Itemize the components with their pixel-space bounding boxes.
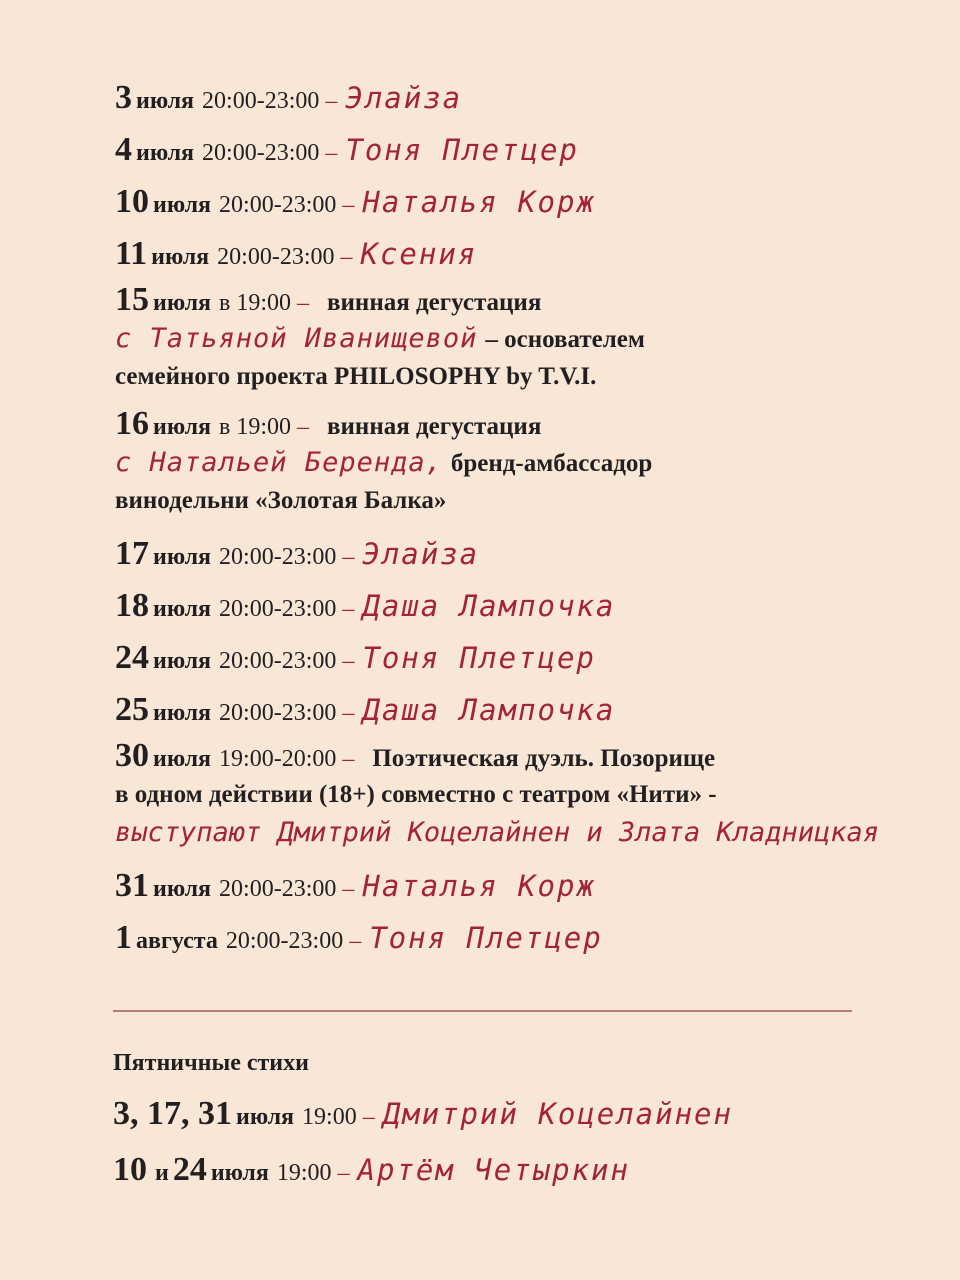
entry-performer: Дмитрий Коцелайнен: [382, 1097, 733, 1131]
entry-dash: –: [340, 244, 353, 270]
entry-performer: Тоня Плетцер: [345, 133, 579, 167]
entry-performer: Даша Лампочка: [362, 693, 616, 727]
entry-day: 16: [115, 405, 149, 442]
schedule-entry-tasting: [115, 280, 855, 396]
entry-month: июля: [136, 140, 195, 166]
schedule-entry: [115, 528, 855, 580]
entry-month: июля: [236, 1104, 295, 1130]
section-divider: [113, 1010, 852, 1012]
schedule-entry: [115, 580, 855, 632]
entry-day: 11: [115, 235, 148, 272]
entry-description-line: винодельни «Золотая Балка»: [115, 487, 447, 514]
entry-time: 20:00-23:00: [219, 648, 337, 674]
entry-performer: Даша Лампочка: [362, 589, 616, 623]
entry-performer: с Натальей Беренда,: [115, 447, 443, 478]
schedule-entry-tasting: [115, 404, 855, 520]
entry-month: июля: [153, 700, 212, 726]
entry-month: июля: [153, 876, 212, 902]
entry-time: 20:00-23:00: [202, 140, 320, 166]
entry-day: 25: [115, 691, 149, 728]
entry-day: 17: [115, 535, 149, 572]
entry-description-line: семейного проекта PHILOSOPHY by T.V.I.: [115, 363, 597, 390]
entry-event: винная дегустация: [327, 413, 542, 440]
entry-dash: –: [342, 648, 355, 674]
entry-performer: Тоня Плетцер: [369, 921, 603, 955]
entry-day: 31: [115, 867, 149, 904]
entry-time: 19:00-20:00: [219, 746, 337, 772]
schedule-entry: [115, 632, 855, 684]
entry-month: июля: [210, 1160, 269, 1186]
entry-time: 19:00: [276, 1160, 332, 1186]
entry-day: 4: [115, 131, 132, 168]
entry-day: 10: [115, 183, 149, 220]
schedule-entry: [115, 860, 855, 912]
friday-entry: [113, 1086, 853, 1142]
entry-event: Поэтическая дуэль. Позорище: [372, 745, 716, 772]
entry-performer: Ксения: [360, 237, 478, 271]
schedule-entry: [115, 124, 855, 176]
entry-day-a: 10: [113, 1151, 147, 1188]
entry-month: июля: [153, 596, 212, 622]
entry-performer: Элайза: [345, 81, 463, 115]
entry-dash: –: [349, 928, 362, 954]
entry-month: июля: [153, 414, 212, 440]
entry-performer: Артём Четыркин: [357, 1153, 630, 1187]
entry-dash: –: [342, 876, 355, 902]
entry-time: 20:00-23:00: [219, 544, 337, 570]
entry-performer: Наталья Корж: [362, 185, 596, 219]
schedule-entry: [115, 72, 855, 124]
schedule-entry: [115, 228, 855, 280]
entry-dash: –: [362, 1104, 375, 1130]
entry-performer: с Татьяной Иванищевой: [115, 323, 478, 354]
entry-month: июля: [153, 192, 212, 218]
entry-days: 3, 17, 31: [113, 1095, 232, 1132]
entry-month: августа: [136, 928, 218, 954]
entry-dash: –: [342, 544, 355, 570]
entry-day: 1: [115, 919, 132, 956]
entry-time: 19:00: [302, 1104, 357, 1130]
entry-day: 30: [115, 737, 149, 774]
entry-event: винная дегустация: [327, 289, 542, 316]
entry-day: 3: [115, 79, 132, 116]
entry-day-b: 24: [172, 1151, 207, 1188]
entry-dash: –: [342, 746, 355, 772]
entry-performer: Тоня Плетцер: [362, 641, 596, 675]
entry-time: 20:00-23:00: [225, 928, 344, 954]
schedule-entry-poetry-duel: [115, 736, 880, 852]
entry-dash: –: [297, 414, 310, 440]
entry-month: июля: [151, 244, 210, 270]
friday-entry: [113, 1142, 853, 1198]
entry-performer: выступают Дмитрий Коцелайнен и Злата Кладницкая: [115, 817, 880, 848]
schedule-entry: [115, 912, 855, 964]
entry-performer: Наталья Корж: [362, 869, 596, 903]
entry-day: 18: [115, 587, 149, 624]
entry-performer: Элайза: [362, 537, 480, 571]
entry-time: 20:00-23:00: [219, 596, 337, 622]
entry-time: 20:00-23:00: [219, 192, 337, 218]
entry-dash: –: [342, 192, 355, 218]
entry-and: и: [155, 1160, 169, 1186]
entry-month: июля: [153, 290, 212, 316]
entry-description-line: в одном действии (18+) совместно с театром «Нити» -: [115, 781, 717, 808]
entry-dash: –: [325, 88, 338, 114]
entry-description: – основателем: [485, 326, 645, 353]
entry-dash: –: [325, 140, 338, 166]
friday-section-title: Пятничные стихи: [113, 1050, 309, 1076]
entry-description: бренд-амбассадор: [450, 450, 653, 477]
schedule-list: [115, 72, 880, 964]
entry-month: июля: [153, 544, 212, 570]
entry-day: 15: [115, 281, 149, 318]
entry-dash: –: [297, 290, 310, 316]
entry-time: 20:00-23:00: [219, 700, 337, 726]
schedule-entry: [115, 176, 855, 228]
entry-dash: –: [342, 700, 355, 726]
entry-month: июля: [153, 648, 212, 674]
entry-time: 20:00-23:00: [219, 876, 337, 902]
entry-time: 20:00-23:00: [217, 244, 335, 270]
entry-month: июля: [136, 88, 195, 114]
entry-dash: –: [342, 596, 355, 622]
entry-time: в 19:00: [219, 414, 292, 440]
entry-time: в 19:00: [219, 290, 292, 316]
friday-poems-section: [113, 1040, 853, 1198]
entry-month: июля: [153, 746, 212, 772]
entry-dash: –: [337, 1160, 350, 1186]
schedule-entry: [115, 684, 855, 736]
entry-time: 20:00-23:00: [202, 88, 320, 114]
entry-day: 24: [115, 639, 149, 676]
